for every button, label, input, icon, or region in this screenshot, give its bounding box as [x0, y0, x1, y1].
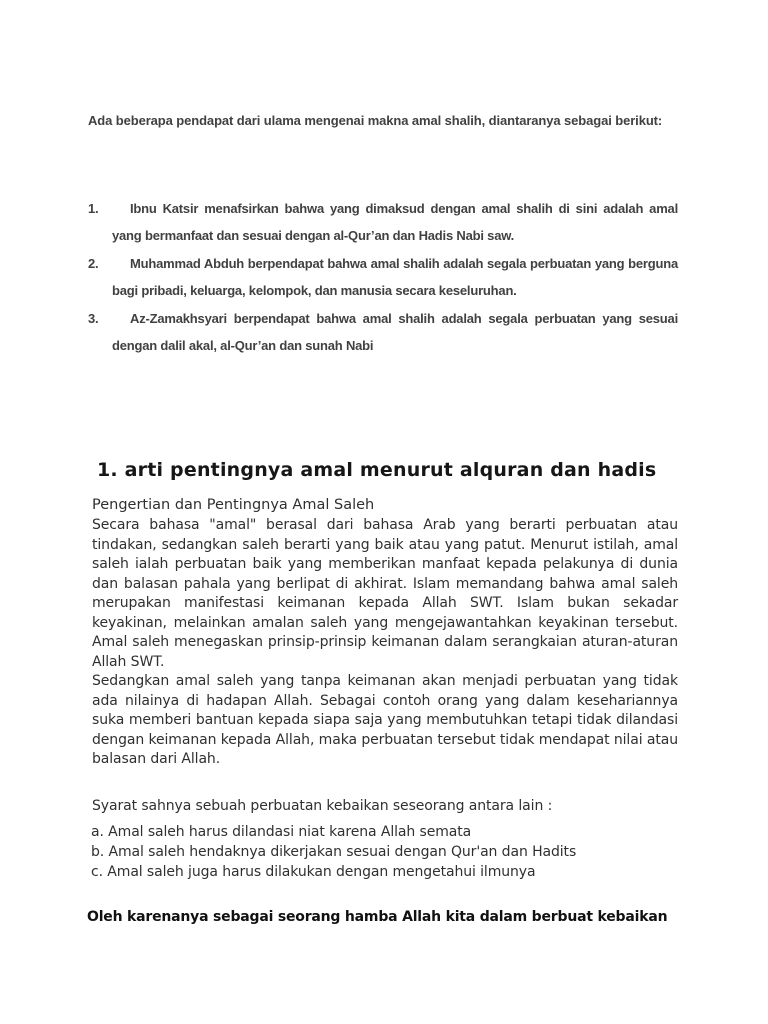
conditions-list [91, 822, 677, 882]
intro-paragraph: Ada beberapa pendapat dari ulama mengenai makna amal shalih, diantaranya sebagai berikut: [88, 113, 663, 128]
condition-item: c. Amal saleh juga harus dilakukan dengan mengetahui ilmunya [91, 864, 536, 880]
list-item-number: 1. [88, 201, 99, 216]
list-item [88, 305, 678, 359]
section-heading: 1. arti pentingnya amal menurut alquran dan hadis [97, 458, 657, 481]
list-item [88, 195, 678, 249]
list-item-text: Muhammad Abduh berpendapat bahwa amal shalih adalah segala perbuatan yang berguna bagi pribadi, keluarga, kelompok, dan manusia secara keseluruhan. [112, 256, 678, 298]
opinions-list [88, 195, 678, 360]
list-item [88, 250, 678, 304]
list-item-text: Ibnu Katsir menafsirkan bahwa yang dimaksud dengan amal shalih di sini adalah amal yang bermanfaat dan sesuai dengan al-Qur’an dan Hadis Nabi saw. [112, 201, 678, 243]
conditions-intro: Syarat sahnya sebuah perbuatan kebaikan seseorang antara lain : [92, 798, 553, 814]
closing-statement: Oleh karenanya sebagai seorang hamba Allah kita dalam berbuat kebaikan [87, 909, 668, 925]
condition-item: a. Amal saleh harus dilandasi niat karena Allah semata [91, 824, 472, 840]
list-item-text: Az-Zamakhsyari berpendapat bahwa amal shalih adalah segala perbuatan yang sesuai dengan dalil akal, al-Qur’an dan sunah Nabi [112, 311, 678, 353]
list-item-number: 2. [88, 256, 99, 271]
body-text [92, 516, 678, 770]
section-subtitle: Pengertian dan Pentingnya Amal Saleh [92, 496, 375, 513]
condition-item: b. Amal saleh hendaknya dikerjakan sesuai dengan Qur'an dan Hadits [91, 844, 577, 860]
body-paragraph: Sedangkan amal saleh yang tanpa keimanan akan menjadi perbuatan yang tidak ada nilainya di hadapan Allah. Sebagai contoh orang yang dalam kesehariannya suka memberi bantuan kepada siapa saja yang membutuhkan tetapi tidak dilandasi dengan keimanan kepada Allah, maka perbuatan tersebut tidak mendapat nilai atau balasan dari Allah. [92, 673, 678, 767]
list-item-number: 3. [88, 311, 99, 326]
body-paragraph: Secara bahasa "amal" berasal dari bahasa Arab yang berarti perbuatan atau tindakan, sedangkan saleh berarti yang baik atau yang patut. Menurut istilah, amal saleh ialah perbuatan baik yang memberikan manfaat kepada pelakunya di dunia dan balasan pahala yang berlipat di akhirat. Islam memandang bahwa amal saleh merupakan manifestasi keimanan kepada Allah SWT. Islam bukan sekadar keyakinan, melainkan amalan saleh yang mengejawantahkan keyakinan tersebut. Amal saleh menegaskan prinsip-prinsip keimanan dalam serangkaian aturan-aturan Allah SWT. [92, 517, 678, 670]
